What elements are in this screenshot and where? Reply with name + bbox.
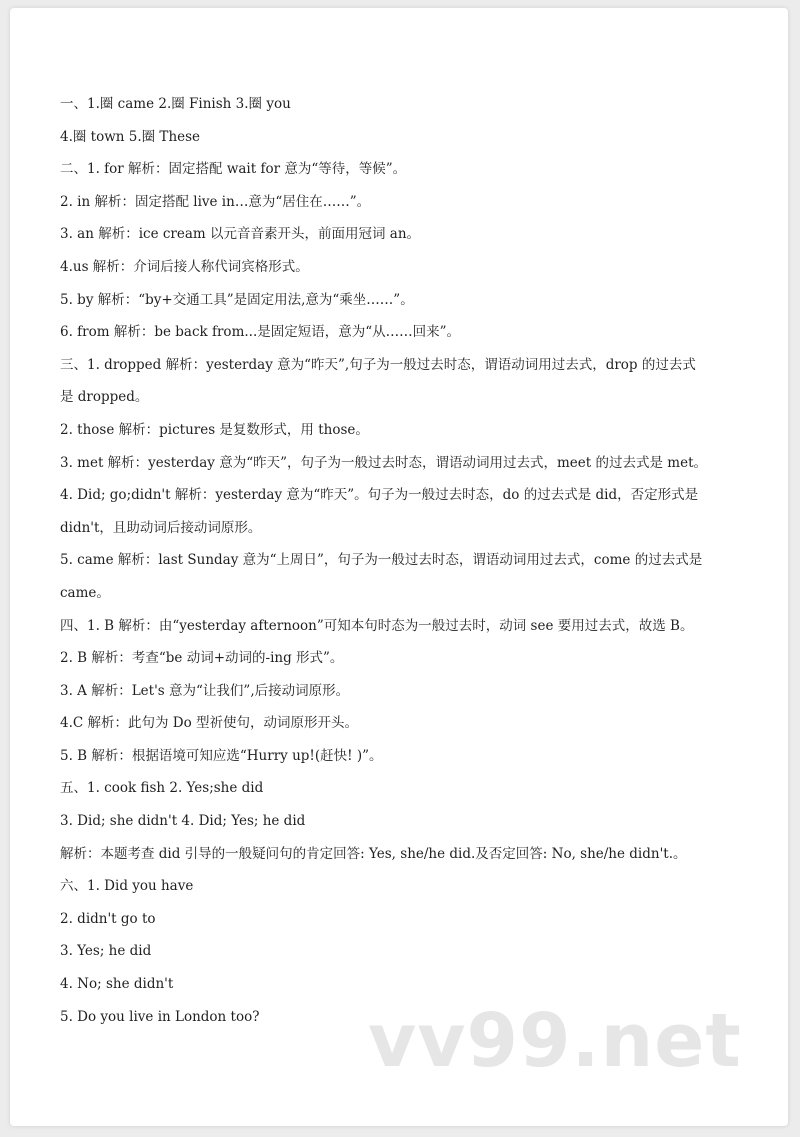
answer-line-1: 一、1.圈 came 2.圈 Finish 3.圈 you xyxy=(60,96,291,112)
answer-line-2: 4.圈 town 5.圈 These xyxy=(60,128,201,145)
answer-line-7: 5. by 解析：“by+交通工具”是固定用法,意为“乘坐……”。 xyxy=(60,291,414,308)
answer-content xyxy=(60,88,760,1033)
answer-line-21: 5. B 解析：根据语境可知应选“Hurry up!(赶快! )”。 xyxy=(60,747,383,764)
answer-line-20: 4.C 解析：此句为 Do 型祈使句，动词原形开头。 xyxy=(60,715,359,732)
answer-line-22: 五、1. cook fish 2. Yes;she did xyxy=(60,780,264,797)
answer-line-23: 3. Did; she didn't 4. Did; Yes; he did xyxy=(60,813,306,830)
answer-line-28: 4. No; she didn't xyxy=(60,976,174,993)
answer-line-26: 2. didn't go to xyxy=(60,910,156,927)
answer-line-8: 6. from 解析：be back from...是固定短语，意为“从……回来”。 xyxy=(60,324,461,341)
answer-line-14: didn't，且助动词后接动词原形。 xyxy=(60,519,262,536)
answer-line-3: 二、1. for 解析：固定搭配 wait for 意为“等待，等候”。 xyxy=(60,161,407,178)
answer-line-25: 六、1. Did you have xyxy=(60,878,194,895)
answer-line-5: 3. an 解析：ice cream 以元音音素开头，前面用冠词 an。 xyxy=(60,226,421,243)
answer-line-29: 5. Do you live in London too? xyxy=(60,1008,260,1025)
answer-line-27: 3. Yes; he did xyxy=(60,943,152,960)
answer-line-16: came。 xyxy=(60,584,110,601)
answer-line-9: 三、1. dropped 解析：yesterday 意为“昨天”,句子为一般过去时态，谓语动词用过去式，drop 的过去式 xyxy=(60,356,696,373)
answer-line-19: 3. A 解析：Let's 意为“让我们”,后接动词原形。 xyxy=(60,682,350,699)
answer-line-11: 2. those 解析：pictures 是复数形式，用 those。 xyxy=(60,421,369,438)
answer-line-13: 4. Did; go;didn't 解析：yesterday 意为“昨天”。句子为一般过去时态，do 的过去式是 did，否定形式是 xyxy=(60,487,699,504)
site-watermark: vv99.net xyxy=(368,998,742,1084)
answer-page xyxy=(10,8,788,1126)
answer-line-4: 2. in 解析：固定搭配 live in…意为“居住在……”。 xyxy=(60,193,371,210)
answer-line-10: 是 dropped。 xyxy=(60,389,149,406)
answer-line-24: 解析：本题考查 did 引导的一般疑问句的肯定回答: Yes, she/he did.及否定回答: No, she/he didn't.。 xyxy=(60,845,687,862)
answer-line-15: 5. came 解析：last Sunday 意为“上周日”，句子为一般过去时态，谓语动词用过去式，come 的过去式是 xyxy=(60,552,703,569)
answer-line-18: 2. B 解析：考查“be 动词+动词的-ing 形式”。 xyxy=(60,650,344,667)
answer-line-17: 四、1. B 解析：由“yesterday afternoon”可知本句时态为一般过去时，动词 see 要用过去式，故选 B。 xyxy=(60,617,694,634)
answer-line-6: 4.us 解析：介词后接人称代词宾格形式。 xyxy=(60,258,309,275)
answer-line-12: 3. met 解析：yesterday 意为“昨天”，句子为一般过去时态，谓语动词用过去式，meet 的过去式是 met。 xyxy=(60,454,708,471)
